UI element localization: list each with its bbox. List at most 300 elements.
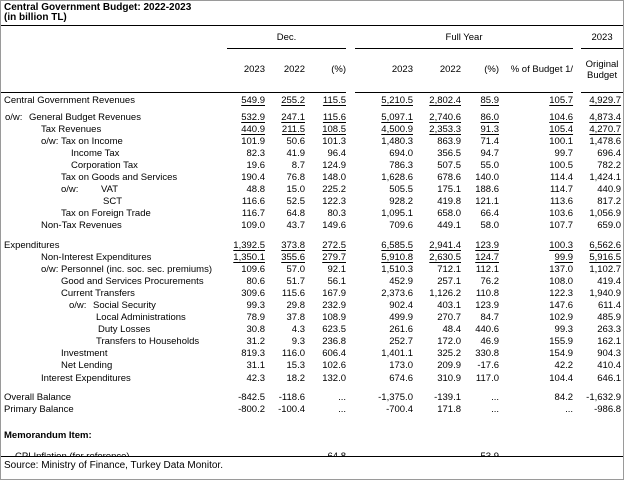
source-note: Source: Ministry of Finance, Turkey Data Monitor.	[1, 456, 623, 479]
cell-value: 325.2	[437, 348, 461, 360]
row-label	[1, 373, 227, 385]
cell-dec-2023	[227, 324, 265, 336]
cell-value: 66.4	[480, 208, 499, 220]
cell-dec-2022	[265, 252, 305, 264]
row-label	[1, 252, 227, 264]
cell-dec-2022	[265, 404, 305, 416]
cell-value: 115.5	[322, 94, 346, 106]
cell-fy-pct	[461, 404, 499, 416]
cell-fy-2023	[355, 160, 413, 172]
cell-value: 92.1	[327, 263, 346, 275]
cell-fy-2022	[413, 276, 461, 288]
cell-value: 190.4	[241, 172, 265, 184]
cell-fy-pct	[461, 312, 499, 324]
cell-dec-2022	[265, 416, 305, 442]
cell-value: 8.7	[291, 159, 305, 171]
cell-dec-2022	[265, 172, 305, 184]
cell-value: 84.7	[480, 312, 499, 324]
column-header-pct-of-budget: % of Budget 1/	[499, 48, 573, 92]
cell-value: 149.6	[322, 220, 346, 232]
table-row	[1, 264, 623, 276]
cell-value: 310.9	[437, 372, 461, 384]
row-label	[1, 92, 227, 107]
cell-fy-2022	[413, 107, 461, 124]
cell-dec-pct	[305, 416, 346, 442]
cell-value: 410.4	[597, 360, 622, 372]
row-prefix: o/w:	[5, 111, 23, 123]
cell-fy-2022	[413, 124, 461, 136]
cell-value: 48.4	[442, 324, 461, 336]
row-label	[1, 220, 227, 232]
table-row	[1, 288, 623, 300]
cell-dec-pct	[305, 348, 346, 360]
cell-value: -986.8	[594, 403, 622, 415]
cell-value: 1,126.2	[429, 287, 461, 299]
cell-value: 2,373.6	[381, 287, 413, 299]
cell-dec-pct	[305, 160, 346, 172]
cell-value: 51.7	[286, 275, 305, 287]
cell-dec-2022	[265, 276, 305, 288]
column-gap	[346, 324, 355, 336]
cell-pct-of-budget	[499, 300, 573, 312]
row-label	[1, 312, 227, 324]
cell-value: 678.6	[437, 172, 461, 184]
cell-value: 4,500.9	[381, 123, 413, 135]
cell-value: 356.5	[437, 147, 461, 159]
cell-pct-of-budget	[499, 136, 573, 148]
cell-fy-pct	[461, 160, 499, 172]
cell-value: 5,097.1	[381, 111, 413, 123]
cell-dec-2023	[227, 404, 265, 416]
cell-pct-of-budget	[499, 276, 573, 288]
cell-value: 116.7	[241, 208, 265, 220]
cell-dec-2023	[227, 276, 265, 288]
column-gap	[573, 208, 581, 220]
cell-dec-2022	[265, 300, 305, 312]
row-label-text: Expenditures	[4, 239, 60, 251]
row-label	[1, 404, 227, 416]
cell-dec-2023	[227, 233, 265, 252]
cell-fy-2023	[355, 148, 413, 160]
row-label-text: Current Transfers	[61, 287, 135, 299]
cell-value: 15.3	[286, 360, 305, 372]
cell-fy-2022	[413, 312, 461, 324]
cell-dec-2022	[265, 264, 305, 276]
cell-original-budget	[581, 300, 623, 312]
column-gap	[573, 124, 581, 136]
column-gap	[346, 264, 355, 276]
cell-fy-pct	[461, 276, 499, 288]
column-gap	[346, 252, 355, 264]
cell-fy-pct	[461, 172, 499, 184]
cell-value: 162.1	[597, 336, 622, 348]
cell-original-budget	[581, 233, 623, 252]
column-gap	[346, 276, 355, 288]
cell-value: 76.2	[480, 275, 499, 287]
cell-value: 2,630.5	[429, 251, 461, 263]
cell-value: 532.9	[241, 111, 265, 123]
cell-dec-2023	[227, 300, 265, 312]
cell-fy-2023	[355, 348, 413, 360]
table-row	[1, 348, 623, 360]
row-label-text: Good and Services Procurements	[61, 275, 204, 287]
cell-value: 114.4	[549, 172, 574, 184]
column-gap	[573, 324, 581, 336]
table-row	[1, 124, 623, 136]
cell-fy-2022	[413, 196, 461, 208]
cell-value: 1,480.3	[381, 135, 413, 147]
row-label	[1, 348, 227, 360]
table-header	[1, 26, 623, 92]
cell-fy-2023	[355, 136, 413, 148]
cell-pct-of-budget	[499, 404, 573, 416]
cell-value: 64.8	[286, 208, 305, 220]
cell-value: 76.8	[286, 172, 305, 184]
cell-value: 148.0	[322, 172, 346, 184]
cell-dec-pct	[305, 184, 346, 196]
cell-value: 85.9	[480, 94, 499, 106]
cell-value: 108.5	[322, 123, 346, 135]
row-label	[1, 288, 227, 300]
cell-dec-2023	[227, 416, 265, 442]
cell-dec-pct	[305, 124, 346, 136]
cell-fy-2023	[355, 416, 413, 442]
row-label	[1, 172, 227, 184]
cell-value: 154.9	[549, 348, 574, 360]
row-prefix: o/w:	[61, 184, 79, 196]
cell-value: 419.4	[597, 275, 622, 287]
cell-dec-pct	[305, 233, 346, 252]
cell-value: 42.3	[246, 372, 265, 384]
cell-fy-pct	[461, 373, 499, 385]
cell-value: 507.5	[437, 159, 461, 171]
column-header-dec-2023: 2023	[227, 48, 265, 92]
cell-value: 110.8	[475, 287, 499, 299]
cell-value: 99.9	[554, 251, 574, 263]
column-gap	[573, 404, 581, 416]
cell-fy-pct	[461, 124, 499, 136]
cell-fy-pct	[461, 385, 499, 404]
cell-value: 449.1	[437, 220, 461, 232]
column-gap	[573, 136, 581, 148]
cell-value: 252.7	[389, 336, 413, 348]
cell-value: 56.1	[327, 275, 346, 287]
cell-value: 4,929.7	[589, 94, 622, 106]
cell-original-budget	[581, 136, 623, 148]
column-gap	[346, 300, 355, 312]
cell-value: 113.6	[549, 196, 574, 208]
cell-value: 272.5	[322, 239, 346, 251]
row-label-text: Corporation Tax	[71, 159, 138, 171]
cell-value: 373.8	[281, 239, 305, 251]
table-row	[1, 300, 623, 312]
cell-fy-2022	[413, 348, 461, 360]
column-gap	[346, 336, 355, 348]
table-row	[1, 336, 623, 348]
cell-value: 5,210.5	[381, 94, 413, 106]
cell-value: 102.6	[322, 360, 346, 372]
cell-value: 6,562.6	[589, 239, 622, 251]
cell-pct-of-budget	[499, 172, 573, 184]
table-row	[1, 252, 623, 264]
cell-dec-2023	[227, 160, 265, 172]
cell-fy-pct	[461, 92, 499, 107]
cell-fy-pct	[461, 136, 499, 148]
cell-dec-pct	[305, 276, 346, 288]
table-row	[1, 184, 623, 196]
row-label-text: Non-Tax Revenues	[41, 220, 122, 232]
cell-dec-2022	[265, 360, 305, 372]
cell-pct-of-budget	[499, 252, 573, 264]
cell-value: 440.9	[241, 123, 265, 135]
row-label-text: Social Security	[93, 300, 156, 311]
row-prefix: o/w:	[41, 263, 59, 275]
cell-pct-of-budget	[499, 264, 573, 276]
column-gap	[573, 373, 581, 385]
cell-dec-2022	[265, 196, 305, 208]
cell-dec-pct	[305, 264, 346, 276]
cell-value: 5,910.8	[381, 251, 413, 263]
row-label-text: Net Lending	[61, 360, 113, 372]
cell-value: 188.6	[475, 184, 499, 196]
cell-value: 247.1	[281, 111, 305, 123]
cell-value: 84.2	[554, 391, 574, 403]
cell-value: 124.7	[475, 251, 499, 263]
cell-value: -842.5	[238, 391, 265, 403]
column-header-fy-2023: 2023	[355, 48, 413, 92]
column-header-row	[1, 48, 623, 92]
cell-fy-pct	[461, 184, 499, 196]
table-row	[1, 276, 623, 288]
row-label-text: Personnel (inc. soc. sec. premiums)	[61, 263, 212, 275]
cell-value: 122.3	[322, 196, 346, 208]
cell-value: 80.6	[246, 275, 265, 287]
cell-value: 355.6	[281, 251, 305, 263]
cell-fy-2022	[413, 172, 461, 184]
cell-value: 122.3	[549, 287, 574, 299]
cell-value: 115.6	[281, 287, 305, 299]
cell-dec-2023	[227, 288, 265, 300]
cell-original-budget	[581, 107, 623, 124]
column-gap	[346, 124, 355, 136]
cell-value: 147.6	[549, 300, 574, 311]
cell-dec-pct	[305, 300, 346, 312]
row-label	[1, 160, 227, 172]
cell-original-budget	[581, 252, 623, 264]
cell-dec-2022	[265, 148, 305, 160]
cell-dec-2022	[265, 288, 305, 300]
cell-original-budget	[581, 360, 623, 372]
cell-value: 623.5	[322, 324, 346, 336]
cell-value: 55.0	[480, 159, 499, 171]
cell-pct-of-budget	[499, 92, 573, 107]
cell-fy-2023	[355, 360, 413, 372]
table-row	[1, 324, 623, 336]
cell-value: 2,802.4	[429, 94, 461, 106]
table-body	[1, 92, 623, 463]
row-label	[1, 416, 227, 442]
cell-value: 105.4	[549, 123, 574, 135]
column-gap	[573, 148, 581, 160]
cell-value: 499.9	[389, 312, 413, 324]
cell-original-budget	[581, 196, 623, 208]
column-gap	[346, 184, 355, 196]
column-gap	[346, 208, 355, 220]
cell-value: 109.0	[241, 220, 265, 232]
row-label	[1, 136, 227, 148]
cell-dec-pct	[305, 360, 346, 372]
row-label-text: Interest Expenditures	[41, 372, 131, 384]
cell-value: 171.8	[437, 403, 461, 415]
cell-value: ...	[491, 391, 499, 403]
cell-value: 712.1	[437, 263, 461, 275]
cell-value: 4.3	[291, 324, 305, 336]
cell-dec-2023	[227, 360, 265, 372]
table-row	[1, 360, 623, 372]
cell-value: 236.8	[322, 336, 346, 348]
cell-value: 100.3	[549, 239, 574, 251]
cell-value: 6,585.5	[381, 239, 413, 251]
cell-fy-2022	[413, 385, 461, 404]
cell-value: 1,940.9	[589, 287, 622, 299]
page-title: Central Government Budget: 2022-2023	[4, 2, 192, 13]
column-header-fy-pct: (%)	[461, 48, 499, 92]
cell-fy-2023	[355, 404, 413, 416]
row-label-text: Tax on Goods and Services	[61, 172, 178, 184]
cell-value: 646.1	[597, 372, 622, 384]
table-row	[1, 107, 623, 124]
cell-fy-pct	[461, 336, 499, 348]
row-prefix: o/w:	[41, 135, 59, 147]
column-gap	[573, 312, 581, 324]
cell-dec-2022	[265, 184, 305, 196]
column-gap	[346, 360, 355, 372]
cell-value: 1,628.6	[381, 172, 413, 184]
column-gap	[346, 404, 355, 416]
cell-dec-pct	[305, 312, 346, 324]
cell-value: 123.9	[475, 300, 499, 311]
cell-pct-of-budget	[499, 196, 573, 208]
cell-value: 674.6	[389, 372, 413, 384]
table-row	[1, 148, 623, 160]
row-label	[1, 184, 227, 196]
cell-dec-2022	[265, 324, 305, 336]
cell-value: 102.9	[549, 312, 574, 324]
cell-value: 31.2	[246, 336, 265, 348]
cell-dec-2023	[227, 348, 265, 360]
cell-fy-2022	[413, 288, 461, 300]
cell-value: 419.8	[437, 196, 461, 208]
column-gap	[346, 172, 355, 184]
cell-fy-2023	[355, 324, 413, 336]
cell-value: 403.1	[437, 300, 461, 311]
page-subtitle: (in billion TL)	[4, 12, 67, 23]
cell-value: -139.1	[434, 391, 461, 403]
cell-pct-of-budget	[499, 233, 573, 252]
cell-value: 606.4	[322, 348, 346, 360]
cell-value: 904.3	[597, 348, 622, 360]
cell-dec-2023	[227, 124, 265, 136]
cell-value: 115.6	[322, 111, 346, 123]
cell-value: 330.8	[475, 348, 499, 360]
row-label-text: Non-Interest Expenditures	[41, 251, 152, 263]
cell-value: 2,740.6	[429, 111, 461, 123]
cell-value: 101.3	[322, 135, 346, 147]
cell-original-budget	[581, 92, 623, 107]
cell-value: ...	[338, 391, 346, 403]
cell-fy-2023	[355, 385, 413, 404]
cell-value: 71.4	[480, 135, 499, 147]
cell-dec-2023	[227, 385, 265, 404]
cell-value: 786.3	[389, 159, 413, 171]
column-gap	[346, 92, 355, 107]
cell-value: 659.0	[597, 220, 622, 232]
cell-value: 132.0	[322, 372, 346, 384]
cell-dec-pct	[305, 288, 346, 300]
cell-value: 99.3	[246, 300, 265, 311]
cell-value: 116.0	[281, 348, 305, 360]
row-label-text: Local Administrations	[96, 312, 186, 324]
row-label-text: Memorandum Item:	[4, 429, 92, 441]
cell-dec-2023	[227, 92, 265, 107]
cell-value: 817.2	[597, 196, 622, 208]
row-label	[1, 360, 227, 372]
cell-value: -700.4	[386, 403, 413, 415]
cell-value: 172.0	[437, 336, 461, 348]
table-row	[1, 160, 623, 172]
cell-value: 18.2	[286, 372, 305, 384]
cell-value: 50.6	[286, 135, 305, 147]
cell-value: 101.9	[241, 135, 265, 147]
cell-pct-of-budget	[499, 324, 573, 336]
group-header-empty	[1, 26, 227, 48]
cell-fy-2022	[413, 373, 461, 385]
cell-fy-pct	[461, 416, 499, 442]
cell-value: 694.0	[389, 147, 413, 159]
cell-dec-2023	[227, 172, 265, 184]
row-label	[1, 124, 227, 136]
cell-value: 103.6	[549, 208, 574, 220]
cell-value: 709.6	[389, 220, 413, 232]
column-gap	[573, 220, 581, 232]
column-gap	[573, 336, 581, 348]
cell-fy-2023	[355, 92, 413, 107]
cell-value: 819.3	[241, 348, 265, 360]
cell-value: 5,916.5	[589, 251, 622, 263]
cell-original-budget	[581, 324, 623, 336]
cell-value: 78.9	[246, 312, 265, 324]
cell-value: 109.6	[241, 263, 265, 275]
cell-fy-pct	[461, 208, 499, 220]
cell-dec-2022	[265, 336, 305, 348]
cell-pct-of-budget	[499, 148, 573, 160]
column-gap	[573, 252, 581, 264]
table-row	[1, 404, 623, 416]
cell-value: 31.1	[246, 360, 265, 372]
cell-value: 309.6	[241, 287, 265, 299]
column-header-dec-pct: (%)	[305, 48, 346, 92]
column-gap	[346, 136, 355, 148]
cell-pct-of-budget	[499, 124, 573, 136]
row-label	[1, 148, 227, 160]
cell-value: -118.6	[278, 391, 305, 403]
cell-dec-pct	[305, 373, 346, 385]
cell-original-budget	[581, 385, 623, 404]
row-label-text: General Budget Revenues	[29, 111, 141, 123]
cell-pct-of-budget	[499, 107, 573, 124]
table-row	[1, 312, 623, 324]
cell-dec-pct	[305, 148, 346, 160]
